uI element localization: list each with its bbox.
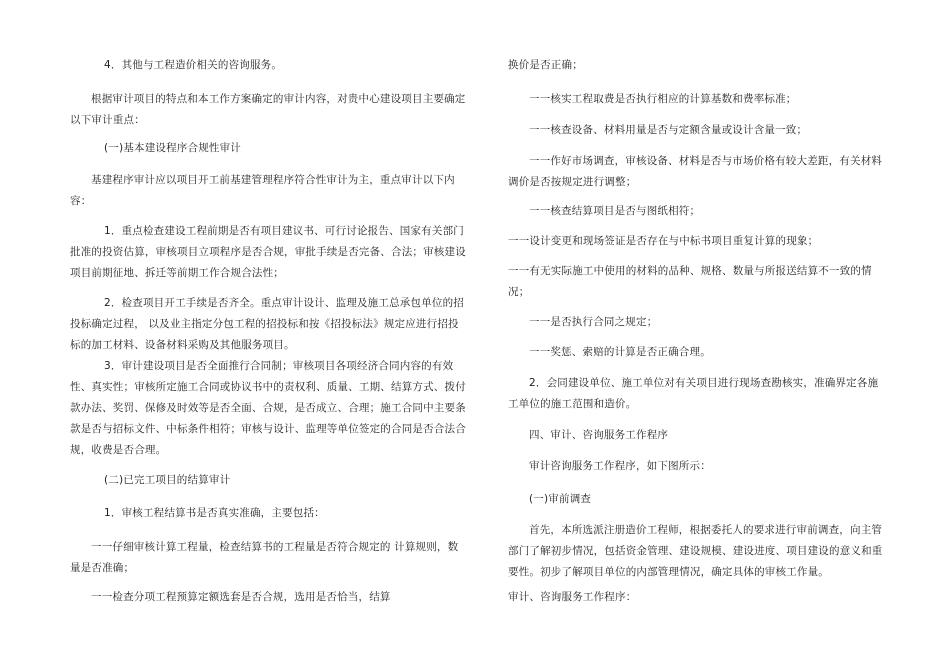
section-heading: 四、审计、咨询服务工作程序	[529, 429, 669, 441]
list-item: 一一核查设备、材料用量是否与定额含量或设计含量一致；	[529, 124, 808, 136]
paragraph: 1．重点检查建设工程前期是否有项目建议书、可行讨论报告、国家有关部门批准的投资估算，审核项目立项程序是否合规，审批手续是否完备、合法；审核建设项目前期征地、拆迁等前期工作合规合法性；	[70, 225, 466, 279]
list-item: 一一仔细审核计算工程量，检查结算书的工程量是否符合规定的 计算规则，数量是否准确；	[70, 541, 459, 574]
list-item: 一一奖惩、索赔的计算是否正确合理。	[529, 346, 711, 358]
paragraph: 2．检查项目开工手续是否齐全。重点审计设计、监理及施工总承包单位的招投标确定过程， 以及业主指定分包工程的招投标和按《招投标法》规定应进行招投标的加工材料、设备材料采购及其他服务项目。	[70, 297, 464, 351]
list-item: 一一是否执行合同之规定；	[529, 316, 658, 328]
paragraph: 审计、咨询服务工作程序：	[508, 591, 637, 603]
list-item: 一一有无实际施工中使用的材料的品种、规格、数量与所报送结算不一致的情况；	[508, 265, 872, 298]
paragraph: 审计咨询服务工作程序，如下图所示：	[529, 460, 711, 472]
list-item: 一一核查结算项目是否与图纸相符；	[529, 205, 701, 217]
paragraph: 换价是否正确；	[508, 59, 583, 71]
paragraph: 3．审计建设项目是否全面推行合同制；审核项目各项经济合同内容的有效性、真实性；审核所定施工合同或协议书中的责权利、质量、工期、结算方式、拨付款办法、奖罚、保修及时效等是否全面、合规，是否成立、合理；施工合同中主要条款是否与招标文件、中标条件相符；审核与设计、监理等单位签定的合同是否合法合规，收费是否合理。	[70, 360, 466, 456]
paragraph: 首先，本所选派注册造价工程师，根据委托人的要求进行审前调查，向主管部门了解初步情况，包括资金管理、建设规模、建设进度、项目建设的意义和重要性。初步了解项目单位的内部管理情况，确定具体的审核工作量。	[508, 524, 883, 578]
list-item: 一一设计变更和现场签证是否存在与中标书项目重复计算的现象；	[508, 235, 819, 247]
section-heading: (一)基本建设程序合规性审计	[104, 142, 241, 154]
list-item: 一一检查分项工程预算定额选套是否合规，选用是否恰当，结算	[91, 591, 391, 603]
paragraph: 2．会同建设单位、施工单位对有关项目进行现场查勘核实，准确界定各施工单位的施工范围和造价。	[508, 377, 879, 410]
list-item: 一一核实工程取费是否执行相应的计算基数和费率标准；	[529, 93, 797, 105]
section-heading: (二)已完工项目的结算审计	[104, 474, 231, 486]
paragraph: 1．审核工程结算书是否真实准确，主要包括：	[104, 507, 325, 519]
section-heading: (一)审前调查	[529, 493, 592, 505]
list-item: 一一作好市场调查，审核设备、材料是否与市场价格有较大差距，有关材料调价是否按规定进行调整；	[508, 155, 883, 188]
paragraph: 根据审计项目的特点和本工作方案确定的审计内容，对贵中心建设项目主要确定以下审计重点：	[70, 93, 466, 126]
paragraph: 4．其他与工程造价相关的咨询服务。	[104, 59, 283, 71]
paragraph: 基建程序审计应以项目开工前基建管理程序符合性审计为主，重点审计以下内容：	[70, 174, 455, 207]
